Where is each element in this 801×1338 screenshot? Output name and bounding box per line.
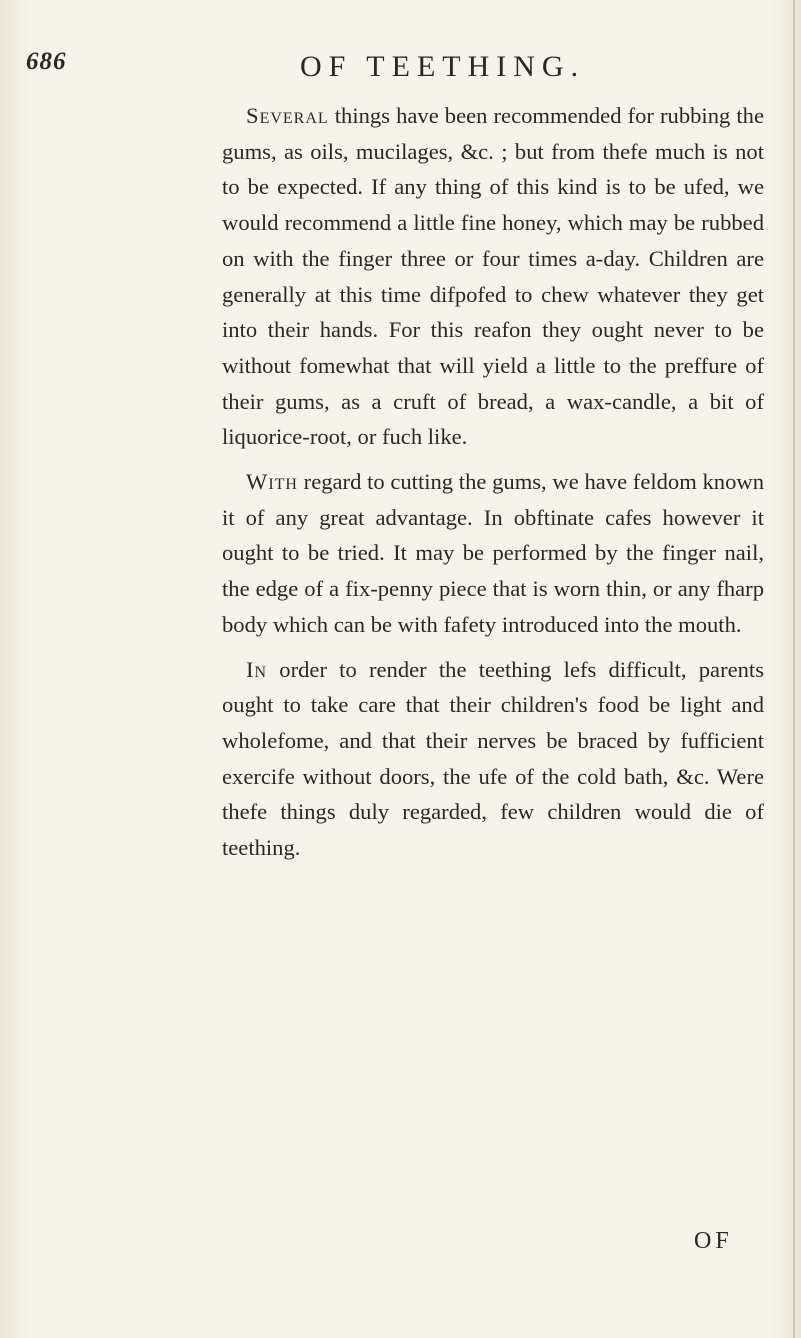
- paragraph-3-lead: In: [246, 656, 268, 682]
- paragraph-1-lead: Several: [246, 103, 329, 128]
- paragraph-1-text: things have been recommended for rubbing the gums, as oils, mucilages, &c. ; but from thefe much is not to be expected. If any thing of this kind is to be ufed, we would recommend a little fine honey, which may be rubbed on with the finger three or four times a-day. Children are generally at this time difpofed to chew whatever they get into their hands. For this reafon they ought never to be without fomewhat that will yield a little to the preffure of their gums, as a cruft of bread, a wax-candle, a bit of liquorice-root, or fuch like.: [222, 103, 764, 450]
- body-text: [222, 98, 764, 875]
- running-head: OF TEETHING.: [300, 50, 586, 83]
- catchword: OF: [694, 1228, 733, 1254]
- paragraph-2-text: regard to cutting the gums, we have feldom known it of any great advantage. In obftinate cafes however it ought to be tried. It may be performed by the finger nail, the edge of a fix-penny piece that is worn thin, or any fharp body which can be with fafety introduced into the mouth.: [222, 469, 764, 637]
- paragraph-2: [222, 464, 764, 643]
- page-edge: [793, 0, 795, 1338]
- page-number: 686: [26, 48, 67, 75]
- paragraph-2-lead: With: [246, 469, 298, 495]
- paragraph-3-text: order to render the teething lefs difficult, parents ought to take care that their children's food be light and wholefome, and that their nerves be braced by fufficient exercife without doors, the ufe of the cold bath, &c. Were thefe things duly regarded, few children would die of teething.: [222, 656, 764, 861]
- paragraph-1: [222, 98, 764, 455]
- paragraph-3: [222, 652, 764, 866]
